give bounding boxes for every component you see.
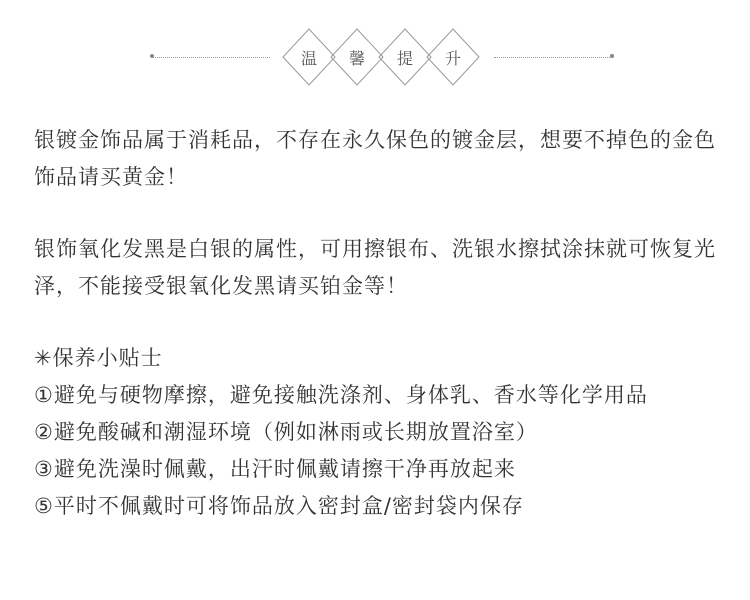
header-title xyxy=(280,28,490,88)
header-ornament xyxy=(0,28,750,88)
paragraph-silver-oxidation: 银饰氧化发黑是白银的属性，可用擦银布、洗银水擦拭涂抹就可恢复光泽，不能接受银氧化发黑请买铂金等！ xyxy=(34,237,716,298)
right-dotted-line xyxy=(494,57,612,58)
header-char: 馨 xyxy=(348,49,365,68)
right-dot xyxy=(610,54,614,58)
header-diamond xyxy=(378,28,432,86)
header-diamond xyxy=(426,28,480,86)
paragraph-gold-plating: 银镀金饰品属于消耗品，不存在永久保色的镀金层，想要不掉色的金色饰品请买黄金！ xyxy=(34,128,716,189)
tip-item: ①避免与硬物摩擦，避免接触洗涤剂、身体乳、香水等化学用品 xyxy=(34,383,648,407)
header-char: 温 xyxy=(300,49,317,68)
header-diamond xyxy=(330,28,384,86)
main-content xyxy=(34,122,734,525)
header-diamond xyxy=(282,28,336,86)
header-char: 升 xyxy=(444,49,461,68)
header-char: 提 xyxy=(396,49,413,68)
tips-title: ✳保养小贴士 xyxy=(34,346,163,370)
left-dotted-line xyxy=(152,57,270,58)
tip-item: ③避免洗澡时佩戴，出汗时佩戴请擦干净再放起来 xyxy=(34,457,516,481)
tip-item: ⑤平时不佩戴时可将饰品放入密封盒/密封袋内保存 xyxy=(34,494,524,518)
tip-item: ②避免酸碱和潮湿环境（例如淋雨或长期放置浴室） xyxy=(34,420,538,444)
